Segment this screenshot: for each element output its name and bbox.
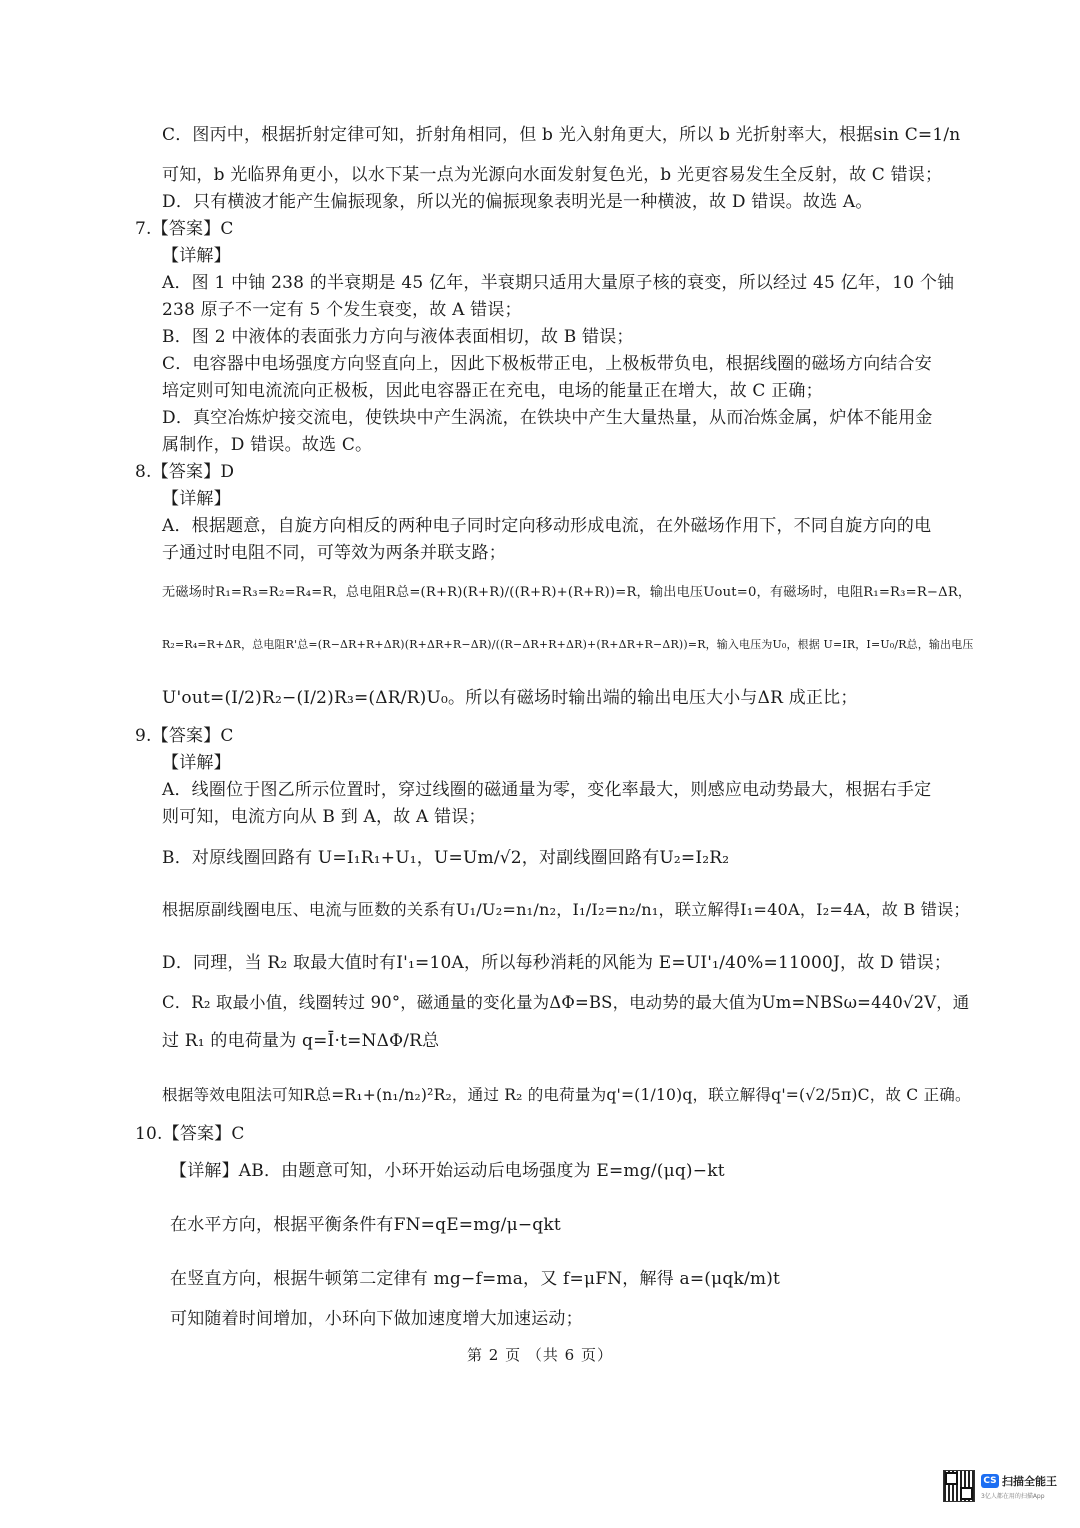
page-footer: 第 2 页 （共 6 页） [467,1346,613,1364]
formula-line: 在竖直方向，根据牛顿第二定律有 mg−f=ma，又 f=μFN，解得 a=(μqk/m)t [170,1269,781,1289]
answer-heading: 8.【答案】D [135,462,235,482]
formula-line: C．R₂ 取最小值，线圈转过 90°，磁通量的变化量为ΔΦ=BS，电动势的最大值为Um=NBSω=440√2V，通 [162,993,970,1012]
text-line: 238 原子不一定有 5 个发生衰变，故 A 错误； [162,300,522,320]
formula-line: D．同理，当 R₂ 取最大值时有I'₁=10A，所以每秒消耗的风能为 E=UI'₁/40%=11000J，故 D 错误； [162,953,952,973]
text-line: A．图 1 中铀 238 的半衰期是 45 亿年，半衰期只适用大量原子核的衰变，所以经过 45 亿年，10 个铀 [162,273,955,293]
text-line: B．图 2 中液体的表面张力方向与液体表面相切，故 B 错误； [162,327,634,347]
cs-logo-icon: CS [981,1474,999,1488]
scanner-watermark [943,1468,1065,1504]
text-line: D．只有横波才能产生偏振现象，所以光的偏振现象表明光是一种横波，故 D 错误。故选 A。 [162,192,873,212]
formula-line: U'out=(I/2)R₂−(I/2)R₃=(ΔR/R)U₀。所以有磁场时输出端的输出电压大小与ΔR 成正比； [162,688,858,708]
text-line: A．根据题意，自旋方向相反的两种电子同时定向移动形成电流，在外磁场作用下，不同自旋方向的电 [162,516,932,536]
text-line: 可知随着时间增加，小环向下做加速度增大加速运动； [170,1309,583,1329]
formula-line: B．对原线圈回路有 U=I₁R₁+U₁，U=Um/√2，对副线圈回路有U₂=I₂R₂ [162,848,730,868]
answer-heading: 7.【答案】C [135,219,234,239]
text-line: C．电容器中电场强度方向竖直向上，因此下极板带正电，上极板带负电，根据线圈的磁场方向结合安 [162,354,933,374]
text-line: 培定则可知电流流向正极板，因此电容器正在充电，电场的能量正在增大，故 C 正确； [162,381,823,401]
text-line: D．真空冶炼炉接交流电，使铁块中产生涡流，在铁块中产生大量热量，从而冶炼金属，炉体不能用金 [162,408,933,428]
formula-line: 根据等效电阻法可知R总=R₁+(n₁/n₂)²R₂，通过 R₂ 的电荷量为q'=(1/10)q，联立解得q'=(√2/5π)C，故 C 正确。 [162,1086,971,1104]
formula-line: 【详解】AB．由题意可知，小环开始运动后电场强度为 E=mg/(μq)−kt [170,1161,725,1181]
answer-heading: 10.【答案】C [135,1124,245,1144]
answer-heading: 9.【答案】C [135,726,234,746]
detail-heading: 【详解】 [162,489,231,509]
formula-line: 根据原副线圈电压、电流与匝数的关系有U₁/U₂=n₁/n₂，I₁/I₂=n₂/n₁，联立解得I₁=40A，I₂=4A，故 B 错误； [162,900,970,919]
brand-name: 扫描全能王 [1002,1474,1057,1488]
detail-heading: 【详解】 [162,753,231,773]
brand-tagline: 3亿人都在用的扫描App [981,1492,1045,1500]
text-line: 属制作，D 错误。故选 C。 [162,435,373,455]
text-line: A．线圈位于图乙所示位置时，穿过线圈的磁通量为零，变化率最大，则感应电动势最大，根据右手定 [162,780,932,800]
text-line: 则可知，电流方向从 B 到 A，故 A 错误； [162,807,486,827]
detail-heading: 【详解】 [162,246,231,266]
formula-line: 无磁场时R₁=R₃=R₂=R₄=R，总电阻R总=(R+R)(R+R)/((R+R)+(R+R))=R，输出电压Uout=0，有磁场时，电阻R₁=R₃=R−ΔR， [162,585,972,600]
formula-line: 在水平方向，根据平衡条件有FN=qE=mg/μ−qkt [170,1215,561,1235]
formula-line: R₂=R₄=R+ΔR，总电阻R'总=(R−ΔR+R+ΔR)(R+ΔR+R−ΔR)/((R−ΔR+R+ΔR)+(R+ΔR+R−ΔR))=R，输入电压为U₀，根据 U=IR，I=U₀/R总，输出电压 [162,638,974,651]
text-line: 可知，b 光临界角更小，以水下某一点为光源向水面发射复色光，b 光更容易发生全反射，故 C 错误； [162,165,943,185]
text-line: C．图丙中，根据折射定律可知，折射角相同，但 b 光入射角更大，所以 b 光折射率大，根据sin C=1/n [162,125,961,145]
qr-code-icon [943,1470,975,1502]
formula-line: 过 R₁ 的电荷量为 q=Ī·t=NΔΦ/R总 [162,1031,440,1051]
text-line: 子通过时电阻不同，可等效为两条并联支路； [162,543,506,563]
